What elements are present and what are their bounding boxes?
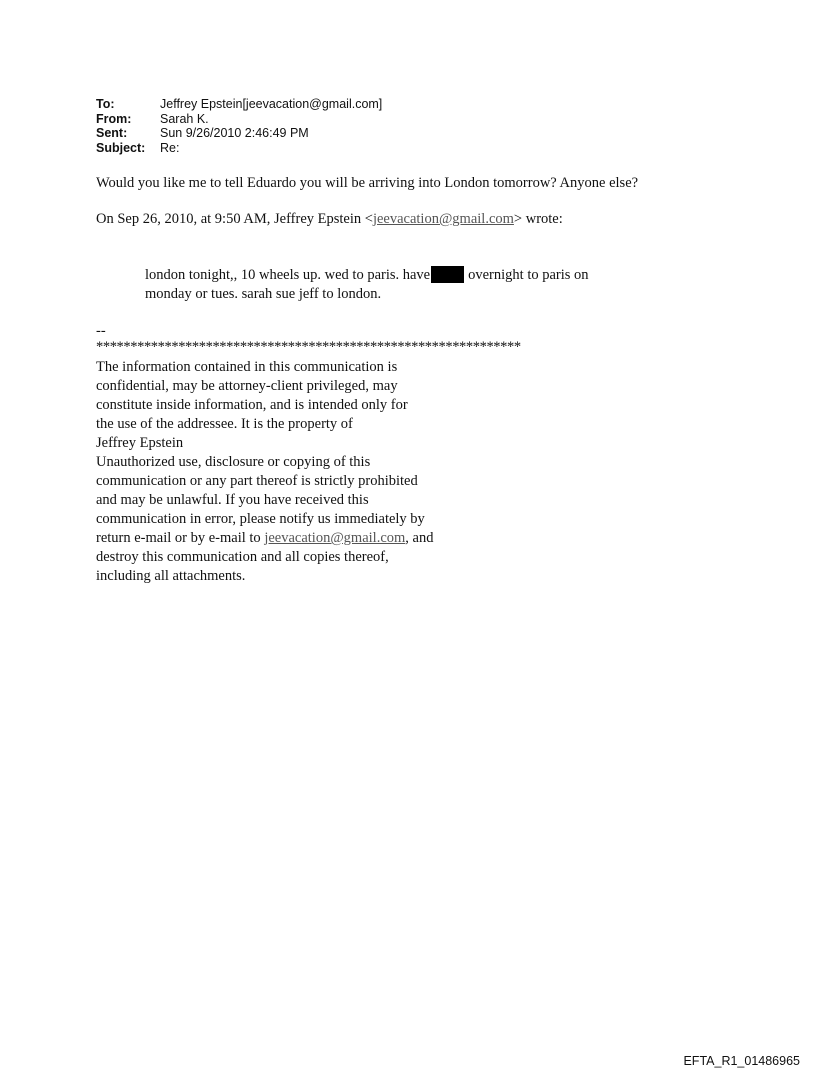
reply-intro xyxy=(96,210,563,229)
disclaimer-line: communication or any part thereof is strictly prohibited xyxy=(96,473,418,489)
from-value: Sarah K. xyxy=(160,111,209,126)
quoted-line-1 xyxy=(145,266,589,285)
disclaimer-line-10-prefix: return e-mail or by e-mail to xyxy=(96,530,265,546)
disclaimer-line: Unauthorized use, disclosure or copying of this xyxy=(96,454,371,470)
to-row xyxy=(96,97,382,112)
disclaimer-line-10-suffix: , and xyxy=(405,530,434,546)
disclaimer xyxy=(96,358,433,586)
disclaimer-line: communication in error, please notify us immediately by xyxy=(96,511,425,527)
disclaimer-line: the use of the addressee. It is the property of xyxy=(96,416,353,432)
to-label: To: xyxy=(96,97,115,111)
redaction-box xyxy=(431,266,464,283)
from-row xyxy=(96,112,382,127)
signature-stars: ************************************************************** xyxy=(96,339,521,355)
reply-intro-prefix: On Sep 26, 2010, at 9:50 AM, Jeffrey Epstein < xyxy=(96,211,373,227)
subject-label: Subject: xyxy=(96,140,146,155)
disclaimer-line: and may be unlawful. If you have received this xyxy=(96,492,369,508)
message-body: Would you like me to tell Eduardo you will be arriving into London tomorrow? Anyone else? xyxy=(96,175,639,191)
reply-intro-suffix: > wrote: xyxy=(513,211,563,227)
sent-row xyxy=(96,126,382,141)
quoted-message xyxy=(145,266,589,304)
subject-value: Re: xyxy=(160,140,180,155)
quoted-line-1-a: london tonight,, 10 wheels up. wed to paris. have xyxy=(145,267,431,283)
sent-value: Sun 9/26/2010 2:46:49 PM xyxy=(160,126,309,140)
sent-label: Sent: xyxy=(96,126,128,140)
quoted-line-2: monday or tues. sarah sue jeff to london. xyxy=(145,286,382,302)
quoted-line-1-b: overnight to paris on xyxy=(468,267,589,283)
disclaimer-line: Jeffrey Epstein xyxy=(96,435,184,451)
document-id: EFTA_R1_01486965 xyxy=(683,1054,800,1068)
disclaimer-line: including all attachments. xyxy=(96,568,246,584)
to-value: Jeffrey Epstein[jeevacation@gmail.com] xyxy=(160,97,383,111)
disclaimer-line xyxy=(96,529,433,548)
from-label: From: xyxy=(96,111,132,126)
email-header xyxy=(96,97,382,155)
disclaimer-line: The information contained in this communication is xyxy=(96,359,398,375)
reply-intro-email-link[interactable]: jeevacation@gmail.com xyxy=(372,211,514,227)
disclaimer-line: confidential, may be attorney-client privileged, may xyxy=(96,378,398,394)
disclaimer-line: constitute inside information, and is intended only for xyxy=(96,397,408,413)
disclaimer-email-link[interactable]: jeevacation@gmail.com xyxy=(264,530,406,546)
disclaimer-line: destroy this communication and all copies thereof, xyxy=(96,549,389,565)
subject-row xyxy=(96,141,382,156)
signature-dash: -- xyxy=(96,323,106,339)
